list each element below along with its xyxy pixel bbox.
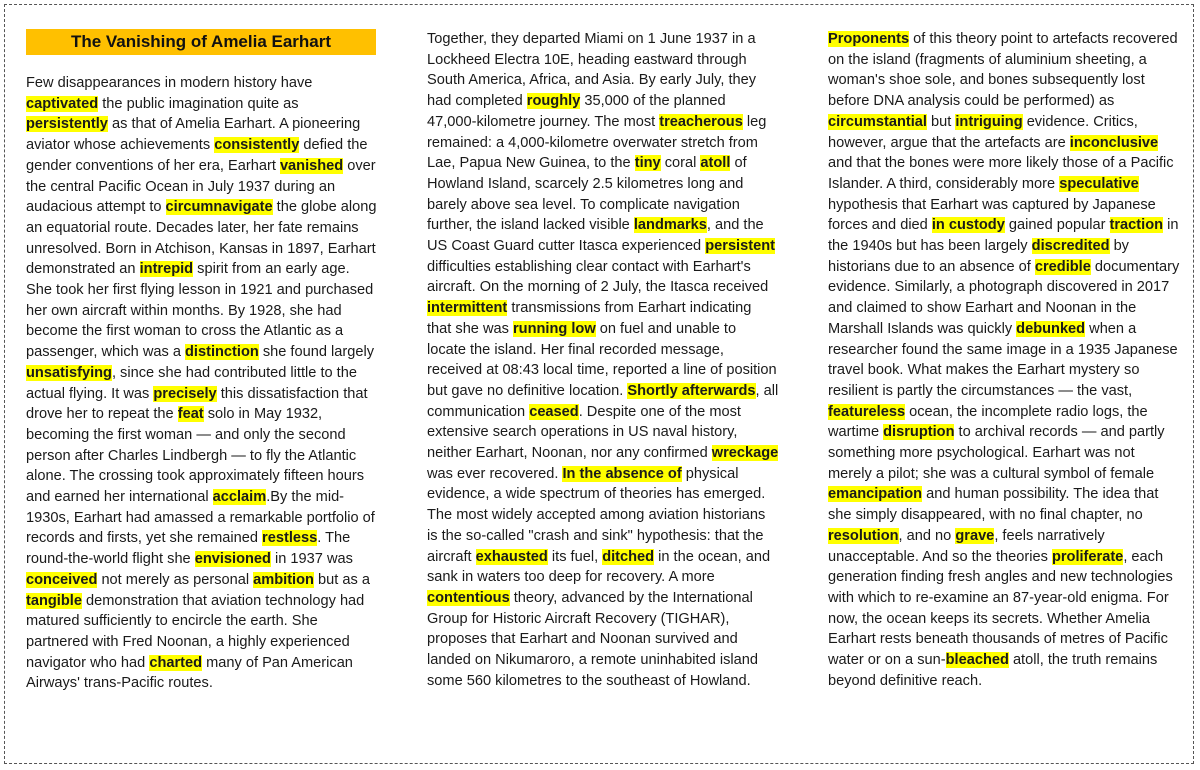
text-run: , and the US Coast Guard cutter Itasca experienced [427, 217, 764, 255]
highlighted-term: Proponents [828, 31, 910, 47]
highlighted-term: captivated [26, 95, 99, 112]
highlighted-term: roughly [526, 93, 581, 110]
text-run: this dissatisfaction that drove her to repeat the [26, 385, 368, 423]
text-run: the globe along an equatorial route. Decades later, her fate remains unresolved. Born in Atchison, Kansas in 1897, Earhart demonstrated an [26, 199, 377, 278]
text-run: was ever recovered. [427, 465, 563, 482]
text-run: coral [660, 155, 701, 172]
text-run: , and no [898, 527, 956, 544]
highlighted-term: precisely [153, 385, 217, 402]
highlighted-term: traction [1109, 217, 1164, 234]
highlighted-term: tangible [26, 592, 82, 609]
highlighted-term: intermittent [427, 300, 508, 317]
text-run: many of Pan American Airways' trans-Pacific routes. [26, 654, 353, 692]
text-run: leg remained: a 4,000-kilometre overwater stretch from Lae, Papua New Guinea, to the [427, 113, 767, 172]
highlighted-term: ceased [529, 403, 579, 420]
text-run: spirit from an early age. She took her first flying lesson in 1921 and purchased her own aircraft within months. By 1928, she had become the first woman to cross the Atlantic as a passenger, which was a [26, 261, 374, 361]
highlighted-term: resolution [828, 527, 899, 544]
highlighted-term: In the absence of [562, 465, 682, 482]
text-run: solo in May 1932, becoming the first woman — and only the second person after Charles Lindbergh — to fly the Atlantic alone. The crossing took approximately fifteen hours and earned her international [26, 406, 365, 506]
text-run: .By the mid-1930s, Earhart had amassed a remarkable portfolio of records and firsts, yet she remained [26, 489, 375, 547]
highlighted-term: speculative [1059, 175, 1139, 192]
document-page [4, 4, 1194, 764]
column-1 [26, 29, 378, 694]
highlighted-term: treacherous [659, 113, 743, 130]
highlighted-term: circumnavigate [165, 199, 273, 216]
column-3 [828, 29, 1180, 692]
text-run: hypothesis that Earhart was captured by Japanese forces and died [828, 196, 1156, 234]
highlighted-term: persistently [26, 116, 108, 133]
text-run: she found largely [258, 344, 374, 361]
text-run: Together, they departed Miami on 1 June 1937 in a Lockheed Electra 10E, heading eastward through South America, Africa, and Asia. By early July, they had completed [427, 31, 757, 110]
text-run: 35,000 of the planned 47,000-kilometre journey. The most [427, 93, 726, 130]
highlighted-term: proliferate [1051, 548, 1124, 565]
highlighted-term: charted [149, 654, 203, 671]
column-2 [427, 29, 779, 692]
text-run: not merely as personal [97, 571, 254, 588]
text-run: in the ocean, and sank in waters too deep for recovery. A more [427, 548, 771, 586]
column-text [828, 29, 1180, 692]
text-run: demonstration that aviation technology had matured sufficiently to encircle the earth. She partnered with Fred Noonan, a highly experienced navigator who had [26, 592, 365, 671]
highlighted-term: inconclusive [1069, 134, 1159, 151]
text-run: , each generation finding fresh angles and new technologies with which to re-examine an 87-year-old enigma. For now, the ocean keeps its secrets. Whether Amelia Earhart rests beneath thousands of metres of Pacific water or on a sun- [828, 548, 1173, 669]
highlighted-term: acclaim [212, 489, 267, 506]
text-run: and that the bones were more likely those of a Pacific Islander. A third, considerably more [828, 155, 1174, 192]
highlighted-term: distinction [185, 344, 259, 361]
text-run: and human possibility. The idea that she simply disappeared, with no final chapter, no [828, 486, 1159, 524]
highlighted-term: ditched [602, 548, 655, 565]
text-run: atoll, the truth remains beyond definitive reach. [828, 652, 1158, 689]
document-title: The Vanishing of Amelia Earhart [26, 29, 376, 55]
text-run: , since she had contributed little to the actual flying. It was [26, 364, 357, 402]
highlighted-term: Shortly afterwards [627, 382, 756, 399]
highlighted-term: emancipation [828, 486, 923, 503]
text-run: Few disappearances in modern history have [26, 75, 313, 91]
text-run: theory, advanced by the International Group for Historic Aircraft Recovery (TIGHAR), proposes that Earhart and Noonan survived and landed on Nikumaroro, a remote uninhabited island some 560 kilometres to the southeast of Howland. [427, 589, 758, 689]
text-run: ocean, the incomplete radio logs, the wartime [828, 403, 1148, 441]
highlighted-term: restless [262, 530, 318, 547]
text-run: , feels narratively unacceptable. And so the theories [828, 527, 1105, 565]
column-text [427, 29, 779, 692]
highlighted-term: vanished [279, 157, 344, 174]
highlighted-term: contentious [427, 589, 510, 606]
text-run: documentary evidence. Similarly, a photograph discovered in 2017 and claimed to show Earhart and Noonan in the Marshall Islands was quickly [828, 258, 1180, 337]
text-run: but as a [313, 571, 370, 588]
highlighted-term: landmarks [633, 217, 707, 234]
text-run: in 1937 was [270, 551, 353, 568]
text-run: by historians due to an absence of [828, 238, 1129, 275]
text-run: physical evidence, a wide spectrum of theories has emerged. The most widely accepted among aviation historians is the so-called "crash and sink" hypothesis: that the aircraft [427, 465, 766, 565]
text-run: evidence. Critics, however, argue that the artefacts are [828, 113, 1138, 151]
text-run: gained popular [1004, 217, 1110, 234]
highlighted-term: conceived [26, 571, 98, 588]
text-run: difficulties establishing clear contact with Earhart's aircraft. On the morning of 2 July, the Itasca received [427, 258, 769, 296]
text-run: the public imagination quite as [98, 95, 299, 112]
text-run: . Despite one of the most extensive search operations in US naval history, neither Earhart, Noonan, nor any confirmed [427, 403, 741, 462]
highlighted-term: envisioned [194, 551, 271, 568]
text-run: transmissions from Earhart indicating that she was [427, 300, 752, 337]
text-run: as that of Amelia Earhart. A pioneering aviator whose achievements [26, 116, 361, 154]
text-run: when a researcher found the same image in a 1935 Japanese travel book. What makes the Earhart mystery so resilient is partly the circumstances — the vast, [828, 320, 1178, 399]
highlighted-term: in custody [931, 217, 1005, 234]
highlighted-term: running low [513, 320, 596, 337]
text-run: , all communication [427, 382, 779, 420]
highlighted-term: intriguing [955, 113, 1023, 130]
text-run: but [926, 113, 956, 130]
highlighted-term: feat [177, 406, 204, 423]
text-run: . The round-the-world flight she [26, 530, 351, 568]
highlighted-term: ambition [253, 571, 314, 588]
text-run: over the central Pacific Ocean in July 1937 during an audacious attempt to [26, 157, 376, 216]
highlighted-term: intrepid [139, 261, 194, 278]
column-text [26, 73, 378, 694]
highlighted-term: discredited [1031, 238, 1110, 255]
text-run: to archival records — and partly something more psychological. Earhart was not merely a pilot; she was a cultural symbol of female [828, 424, 1165, 482]
highlighted-term: consistently [214, 137, 300, 154]
highlighted-term: exhausted [475, 548, 548, 565]
highlighted-term: tiny [634, 155, 661, 172]
highlighted-term: bleached [945, 652, 1009, 669]
highlighted-term: persistent [705, 238, 775, 255]
text-run: of Howland Island, scarcely 2.5 kilometres long and barely above sea level. To complicate navigation further, the island lacked visible [427, 155, 747, 234]
text-run: in the 1940s but has been largely [828, 217, 1179, 255]
highlighted-term: disruption [883, 424, 955, 441]
text-run: defied the gender conventions of her era, Earhart [26, 137, 368, 174]
highlighted-term: grave [955, 527, 995, 544]
text-run: on fuel and unable to locate the island. Her final recorded message, received at 08:43 local time, reported a line of position but gave no definitive location. [427, 320, 777, 399]
text-run: of this theory point to artefacts recovered on the island (fragments of aluminium sheeting, a woman's shoe sole, and bones subsequently lost before DNA analysis could be performed) as [828, 31, 1178, 110]
text-run: its fuel, [547, 548, 603, 565]
highlighted-term: credible [1034, 258, 1091, 275]
highlighted-term: atoll [700, 155, 731, 172]
highlighted-term: debunked [1016, 320, 1086, 337]
highlighted-term: circumstantial [828, 113, 927, 130]
highlighted-term: featureless [828, 403, 906, 420]
highlighted-term: wreckage [711, 445, 779, 462]
highlighted-term: unsatisfying [26, 364, 112, 381]
